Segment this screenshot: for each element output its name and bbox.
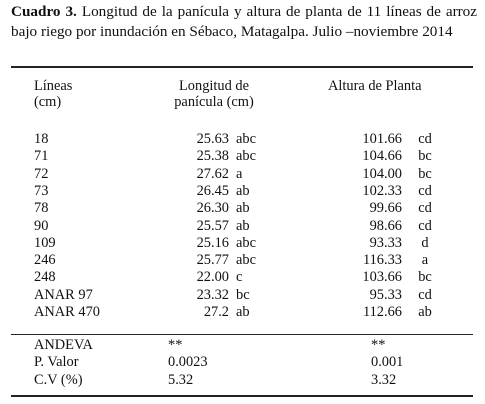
table-bottom-rule: [11, 395, 473, 397]
cell-altura-letras: bc: [418, 165, 432, 182]
header-longitud: Longitud de: [179, 78, 249, 94]
cell-longitud: 22.00: [196, 269, 229, 286]
cell-altura: 95.33: [369, 286, 402, 303]
cell-longitud-letras: ab: [236, 182, 250, 199]
footer-longitud: 0.0023: [168, 354, 208, 371]
cell-altura-letras: bc: [418, 269, 432, 286]
cell-linea: 71: [34, 148, 49, 165]
cell-longitud: 25.16: [196, 234, 229, 251]
cell-altura-letras: cd: [418, 131, 432, 147]
cell-altura: 103.66: [362, 269, 402, 286]
cell-linea: 246: [34, 252, 56, 269]
footer-longitud: **: [168, 337, 183, 353]
cell-longitud: 27.2: [203, 304, 229, 320]
cell-altura: 102.33: [362, 182, 402, 199]
cell-linea: ANAR 97: [34, 286, 93, 303]
cell-longitud: 26.30: [196, 200, 229, 217]
cell-linea: 248: [34, 269, 56, 286]
header-lineas-unit: (cm): [34, 94, 62, 110]
cell-longitud-letras: abc: [236, 131, 256, 147]
cell-longitud-letras: bc: [236, 286, 250, 303]
cell-linea: 90: [34, 217, 49, 234]
cell-longitud: 25.38: [196, 148, 229, 165]
cell-altura: 116.33: [362, 252, 402, 269]
cell-altura: 93.33: [369, 234, 402, 251]
cell-longitud: 25.77: [196, 252, 229, 269]
cell-altura-letras: ab: [418, 304, 432, 320]
cell-linea: 18: [34, 131, 49, 147]
table-top-rule: [11, 66, 473, 68]
cell-longitud-letras: abc: [236, 252, 256, 269]
cell-altura-letras: cd: [418, 286, 432, 303]
caption-label: Cuadro 3.: [11, 3, 77, 20]
cell-linea: 72: [34, 165, 49, 182]
cell-longitud: 25.63: [196, 131, 229, 147]
cell-altura-letras: cd: [418, 182, 432, 199]
cell-longitud-letras: ab: [236, 217, 250, 234]
cell-longitud-letras: c: [236, 269, 243, 286]
cell-longitud-letras: a: [236, 165, 243, 182]
cell-linea: 73: [34, 182, 49, 199]
cell-longitud: 26.45: [196, 182, 229, 199]
caption-text: Longitud de la panícula y altura de planta de 11 líneas de arroz bajo riego por inundación en Sébaco, Matagalpa. Julio –noviembre 2014: [11, 3, 478, 40]
footer-altura: **: [371, 337, 386, 353]
cell-altura: 104.66: [362, 148, 402, 165]
cell-longitud-letras: abc: [236, 148, 256, 165]
cell-altura: 104.00: [362, 165, 402, 182]
cell-altura: 98.66: [369, 217, 402, 234]
cell-altura: 101.66: [362, 131, 402, 147]
footer-label: ANDEVA: [34, 337, 93, 353]
cell-altura-letras: a: [421, 252, 429, 269]
cell-altura: 112.66: [362, 304, 402, 320]
cell-altura-letras: cd: [418, 200, 432, 217]
header-longitud-unit: panícula (cm): [174, 94, 254, 110]
footer-longitud: 5.32: [168, 371, 194, 388]
footer-altura: 0.001: [371, 354, 404, 371]
footer-label: P. Valor: [34, 354, 79, 371]
header-lineas: Líneas: [34, 78, 73, 94]
header-altura: Altura de Planta: [328, 78, 422, 94]
footer-altura: 3.32: [371, 371, 397, 388]
cell-linea: ANAR 470: [34, 304, 100, 320]
cell-linea: 109: [34, 234, 56, 251]
cell-linea: 78: [34, 200, 49, 217]
cell-altura-letras: cd: [418, 217, 432, 234]
table-caption: [11, 2, 477, 41]
cell-altura-letras: bc: [418, 148, 432, 165]
cell-longitud-letras: abc: [236, 234, 256, 251]
cell-longitud-letras: ab: [236, 200, 250, 217]
cell-longitud: 27.62: [196, 165, 229, 182]
cell-altura-letras: d: [421, 234, 429, 251]
cell-longitud: 25.57: [196, 217, 229, 234]
cell-longitud-letras: ab: [236, 304, 250, 320]
cell-longitud: 23.32: [196, 286, 229, 303]
footer-label: C.V (%): [34, 371, 83, 388]
cell-altura: 99.66: [369, 200, 402, 217]
table-middle-rule: [11, 334, 473, 335]
